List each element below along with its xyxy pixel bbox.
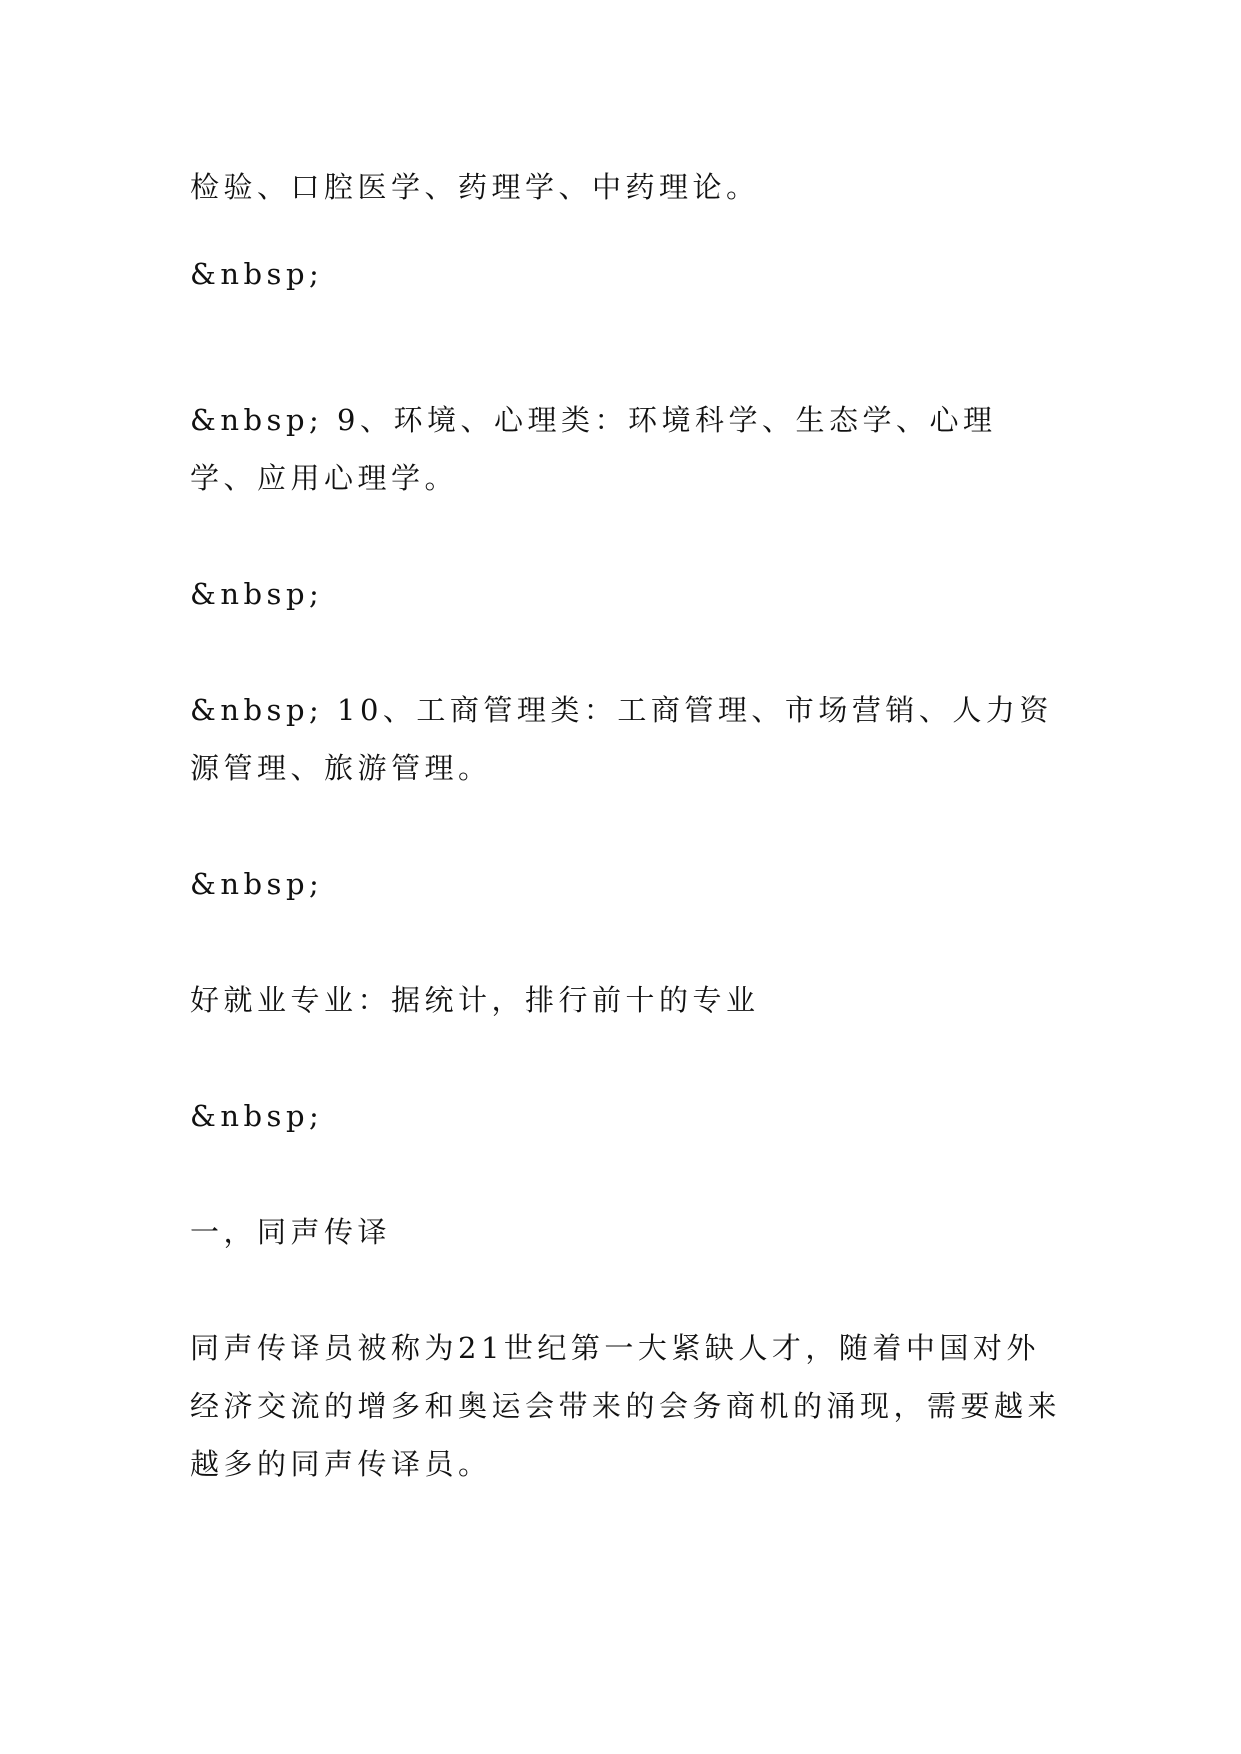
paragraph-business-management: &nbsp; 10、工商管理类：工商管理、市场营销、人力资源管理、旅游管理。 bbox=[190, 693, 1053, 785]
paragraph-interpreter-description: 同声传译员被称为21世纪第一大紧缺人才，随着中国对外经济交流的增多和奥运会带来的会务商机的涌现，需要越来越多的同声传译员。 bbox=[190, 1331, 1062, 1481]
paragraph-nbsp-2: &nbsp; bbox=[190, 577, 324, 611]
paragraph-nbsp-3: &nbsp; bbox=[190, 867, 324, 901]
paragraph-nbsp-1: &nbsp; bbox=[190, 257, 324, 291]
paragraph-top-majors-heading: 好就业专业：据统计，排行前十的专业 bbox=[190, 983, 760, 1017]
paragraph-exam-topics: 检验、口腔医学、药理学、中药理论。 bbox=[190, 170, 760, 204]
paragraph-nbsp-4: &nbsp; bbox=[190, 1099, 324, 1133]
paragraph-environment-psychology: &nbsp; 9、环境、心理类：环境科学、生态学、心理学、应用心理学。 bbox=[190, 403, 997, 495]
section-title-interpretation: 一，同声传译 bbox=[190, 1215, 392, 1249]
